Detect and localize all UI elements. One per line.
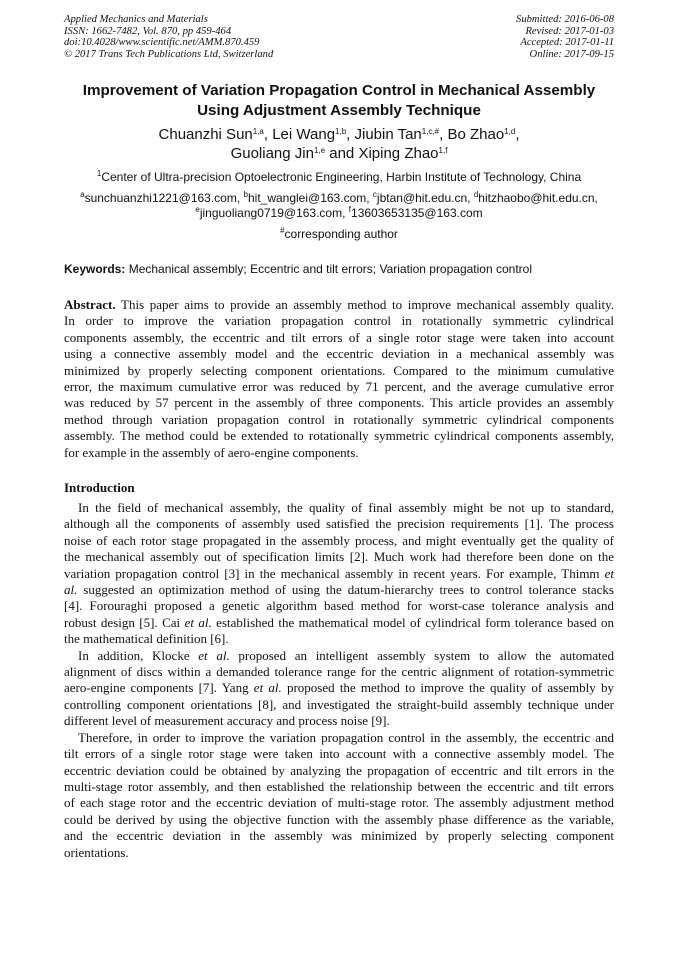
email-marker: f — [348, 204, 352, 214]
text-line: Therefore, in order to improve the variation propagation control in the assembly, the eccentric and — [78, 729, 614, 745]
author-name-marker: 1,c,# — [421, 127, 440, 136]
text-line: error, the maximum cumulative error was reduced by 71 percent, and the average cumulative error — [64, 379, 614, 395]
paragraph — [64, 730, 614, 861]
email: hit_wanglei@163.com — [247, 191, 367, 205]
text-line: aero-engine components [7]. Yang et al. proposed the method to improve the quality of assembly by — [64, 680, 614, 696]
corresponding-author-note — [0, 227, 678, 241]
abstract-label: Abstract. — [64, 297, 116, 312]
text-line: controlling component orientations [8], and investigated the straight-build assembly technique under — [64, 696, 614, 712]
text-line: robust design [5]. Cai et al. established the mathematical model of cylindrical form tolerance based on — [64, 614, 615, 630]
email-list — [0, 191, 678, 220]
italic-text: et — [604, 565, 614, 581]
email-marker: a — [80, 190, 85, 199]
email-marker: c — [372, 190, 377, 199]
italic-text: et al. — [184, 614, 212, 630]
text-line: using a connective assembly model and the eccentric deviation in a mechanical assembly was — [64, 346, 614, 362]
text-line: for example in the assembly of aero-engine components. — [64, 444, 359, 460]
revised-date: Revised: 2017-01-03 — [525, 25, 614, 37]
issn-volume: ISSN: 1662-7482, Vol. 870, pp 459-464 — [64, 25, 232, 37]
text-line: eccentric deviation could be obtained by analyzing the propagation of eccentric and tilt errors in the — [64, 762, 614, 778]
email: sunchuanzhi1221@163.com — [84, 191, 237, 205]
journal-name: Applied Mechanics and Materials — [64, 14, 208, 25]
text-line: could be derived by using the objective function with the assembly phase difference as the variable, — [64, 811, 614, 827]
text-line: [4]. Forouraghi proposed a genetic algorithm based method for worst-case tolerance analysis and — [64, 598, 614, 614]
corresponding-text: corresponding author — [284, 227, 398, 241]
copyright: © 2017 Trans Tech Publications Ltd, Switzerland — [64, 49, 274, 61]
author-line: Chuanzhi Sun$^{1,a}$, Lei Wang$^{1,b}$, Jiubin Tan$^{1,c,\#}$, Bo Zhao$^{1,d}$, — [158, 126, 520, 143]
keywords-label: Keywords: — [64, 262, 126, 276]
email: 13603653135@163.com — [351, 205, 483, 220]
text-line: In addition, Klocke et al. proposed an intelligent assembly system to allow the automated — [78, 647, 615, 663]
text-line: multi-stage rotor assembly, and then established the relationship between the eccentric and tilt errors — [64, 778, 614, 794]
doi: doi:10.4028/www.scientific.net/AMM.870.459 — [64, 37, 260, 49]
email-line: $^a$sunchuanzhi1221@163.com, $^b$hit_wanglei@163.com, $^c$jbtan@hit.edu.cn, $^d$hitzhaobo@hit.edu.cn, — [80, 190, 598, 205]
accepted-date: Accepted: 2017-01-11 — [520, 37, 614, 49]
email-marker: e — [195, 204, 200, 214]
author-name: Lei Wang — [272, 126, 336, 143]
paper-title — [0, 81, 678, 121]
author-line: Guoliang Jin$^{1,e}$ and Xiping Zhao$^{1,f}$ — [230, 145, 448, 162]
author-list — [0, 125, 678, 163]
keywords-text: Mechanical assembly; Eccentric and tilt errors; Variation propagation control — [128, 262, 533, 276]
italic-text: al. — [64, 582, 78, 598]
text-line: In the field of mechanical assembly, the quality of final assembly might be not up to standard, — [78, 500, 614, 515]
text-line: and the eccentric deviation in the assembly was minimized by properly selecting component — [64, 828, 614, 844]
text-line: of each stage rotor and the eccentric deviation of multi-stage rotor. The assembly adjustment method — [64, 795, 614, 811]
author-name: Xiping Zhao — [358, 145, 439, 162]
text-line: In order to improve the variation propagation control in rotationally symmetric cylindrical — [64, 313, 614, 329]
italic-text: et al. — [198, 647, 230, 663]
text-line: al. suggested an optimization method of using the datum-hierarchy trees to control tolerance stacks — [64, 582, 614, 598]
author-name: Jiubin Tan — [354, 126, 422, 143]
author-name-marker: 1,e — [313, 146, 326, 155]
abstract — [64, 297, 614, 461]
paragraph — [64, 500, 614, 648]
text-line: variation propagation control [3] in the mechanical assembly in recent years. For example, Thimm et — [64, 565, 614, 581]
author-name-marker: 1,b — [335, 127, 347, 136]
submitted-date: Submitted: 2016-06-08 — [516, 14, 614, 25]
email-marker: d — [473, 190, 479, 199]
text-line: method through variation propagation control in rotationally symmetric cylindrical components — [64, 411, 614, 427]
text-line: tilt errors of a single rotor stage were taken into account with a connective assembly model. The — [64, 746, 614, 762]
text-line: the mechanical assembly out of specification limits [2]. Much work had therefore been done on the — [64, 549, 614, 565]
keywords — [64, 262, 532, 276]
online-date: Online: 2017-09-15 — [529, 49, 614, 61]
text-line: noise of each rotor stage propagated in the assembly process, and might eventually get the quality of — [64, 532, 614, 548]
text-line: different level of measurement accuracy and process noise [9]. — [64, 713, 390, 729]
author-name-marker: 1,d — [504, 127, 516, 136]
journal-info — [64, 14, 273, 61]
author-name: Bo Zhao — [447, 126, 505, 143]
author-name-marker: 1,f — [438, 146, 448, 155]
paragraph — [64, 648, 614, 730]
email-marker: b — [243, 190, 248, 199]
introduction-heading: Introduction — [64, 480, 135, 495]
affiliation-marker: 1 — [96, 169, 102, 178]
email: jbtan@hit.edu.cn — [376, 191, 468, 205]
text-line: assembly. The method could be extended to rotationally symmetric cylindrical components assembly, — [64, 428, 614, 444]
publication-dates — [516, 14, 614, 61]
text-line: orientations. — [64, 844, 129, 860]
author-name-marker: 1,a — [252, 127, 264, 136]
text-line: although all the components of assembly used satisfied the precision requirements [1]. The process — [64, 516, 614, 532]
text-line: was reduced by 57 percent in the assembly of three components. This article provides an assembly — [64, 395, 614, 411]
author-name: Chuanzhi Sun — [158, 126, 253, 143]
affiliation — [0, 170, 678, 184]
corresponding-marker: # — [280, 226, 285, 235]
email: hitzhaobo@hit.edu.cn — [478, 191, 595, 205]
affiliation-text: Center of Ultra-precision Optoelectronic Engineering, Harbin Institute of Technology, China — [101, 170, 582, 184]
text-line: the mathematical definition [6]. — [64, 631, 229, 647]
title-line: Using Adjustment Assembly Technique — [197, 102, 481, 119]
email: jinguoliang0719@163.com — [199, 205, 343, 220]
text-line: minimized by properly selecting component orientations. Compared to the minimum cumulative — [64, 362, 614, 378]
author-name: Guoliang Jin — [230, 145, 314, 162]
text-line: alignment of discs within a demanded tolerance range for the centric alignment of rotation-symmetric — [64, 664, 614, 680]
title-line: Improvement of Variation Propagation Control in Mechanical Assembly — [82, 82, 596, 99]
email-line: $^e$jinguoliang0719@163.com, $^f$13603653135@163.com — [195, 204, 483, 220]
italic-text: et al. — [253, 680, 282, 696]
introduction-body — [64, 500, 614, 861]
text-line: components assembly, the eccentric and tilt errors of a single rotor stage were taken into account — [64, 329, 614, 345]
text-line: Abstract. This paper aims to provide an assembly method to improve mechanical assembly quality. — [64, 297, 615, 312]
